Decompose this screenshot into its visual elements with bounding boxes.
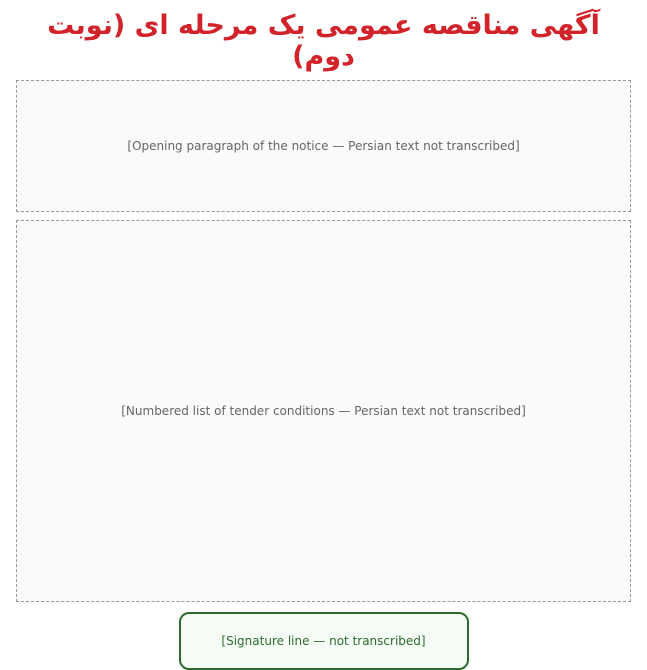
signature-area (16, 612, 631, 670)
intro-paragraph-placeholder: [Opening paragraph of the notice — Persian text not transcribed] (16, 80, 631, 212)
signature-placeholder: [Signature line — not transcribed] (179, 612, 469, 670)
notice-title: آگهی مناقصه عمومی یک مرحله ای (نوبت دوم) (47, 10, 600, 73)
conditions-list-placeholder: [Numbered list of tender conditions — Persian text not transcribed] (16, 220, 631, 602)
